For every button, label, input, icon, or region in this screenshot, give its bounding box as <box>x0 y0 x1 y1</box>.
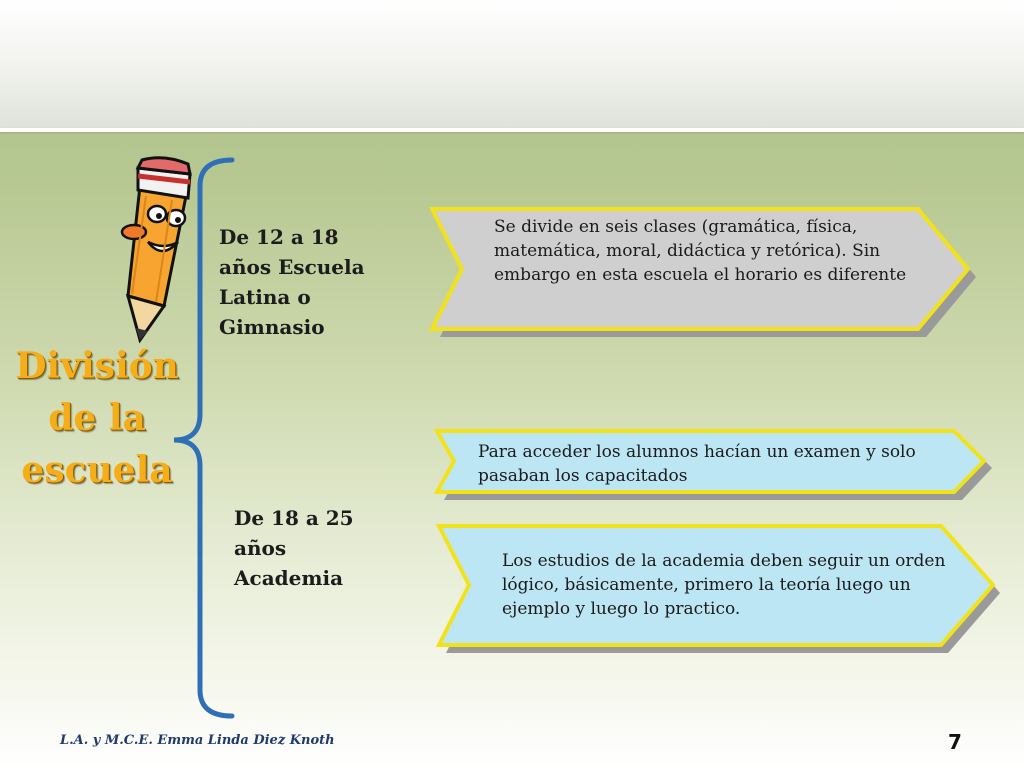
page-number: 7 <box>948 730 962 754</box>
stage-label-escuela-latina: De 12 a 18 años Escuela Latina o Gimnasio <box>219 225 365 339</box>
info-box-3-text: Los estudios de la academia deben seguir un orden lógico, básicamente, primero la teoría luego un ejemplo y luego lo practico. <box>502 551 946 619</box>
info-arrow-box-2 <box>432 426 1000 506</box>
info-box-1-text: Se divide en seis clases (gramática, física, matemática, moral, didáctica y retórica). Sin embargo en esta escuela el horario es diferente <box>494 217 907 285</box>
slide-title: División de la escuela <box>15 345 179 491</box>
stage-label-academia: De 18 a 25 años Academia <box>234 506 354 590</box>
info-arrow-box-3 <box>434 521 1008 657</box>
info-arrow-box-1 <box>426 203 986 343</box>
header-divider <box>0 128 1024 132</box>
header-band <box>0 0 1024 128</box>
footer-author: L.A. y M.C.E. Emma Linda Diez Knoth <box>60 733 335 748</box>
info-box-2-text: Para acceder los alumnos hacían un examen y solo pasaban los capacitados <box>478 442 916 486</box>
